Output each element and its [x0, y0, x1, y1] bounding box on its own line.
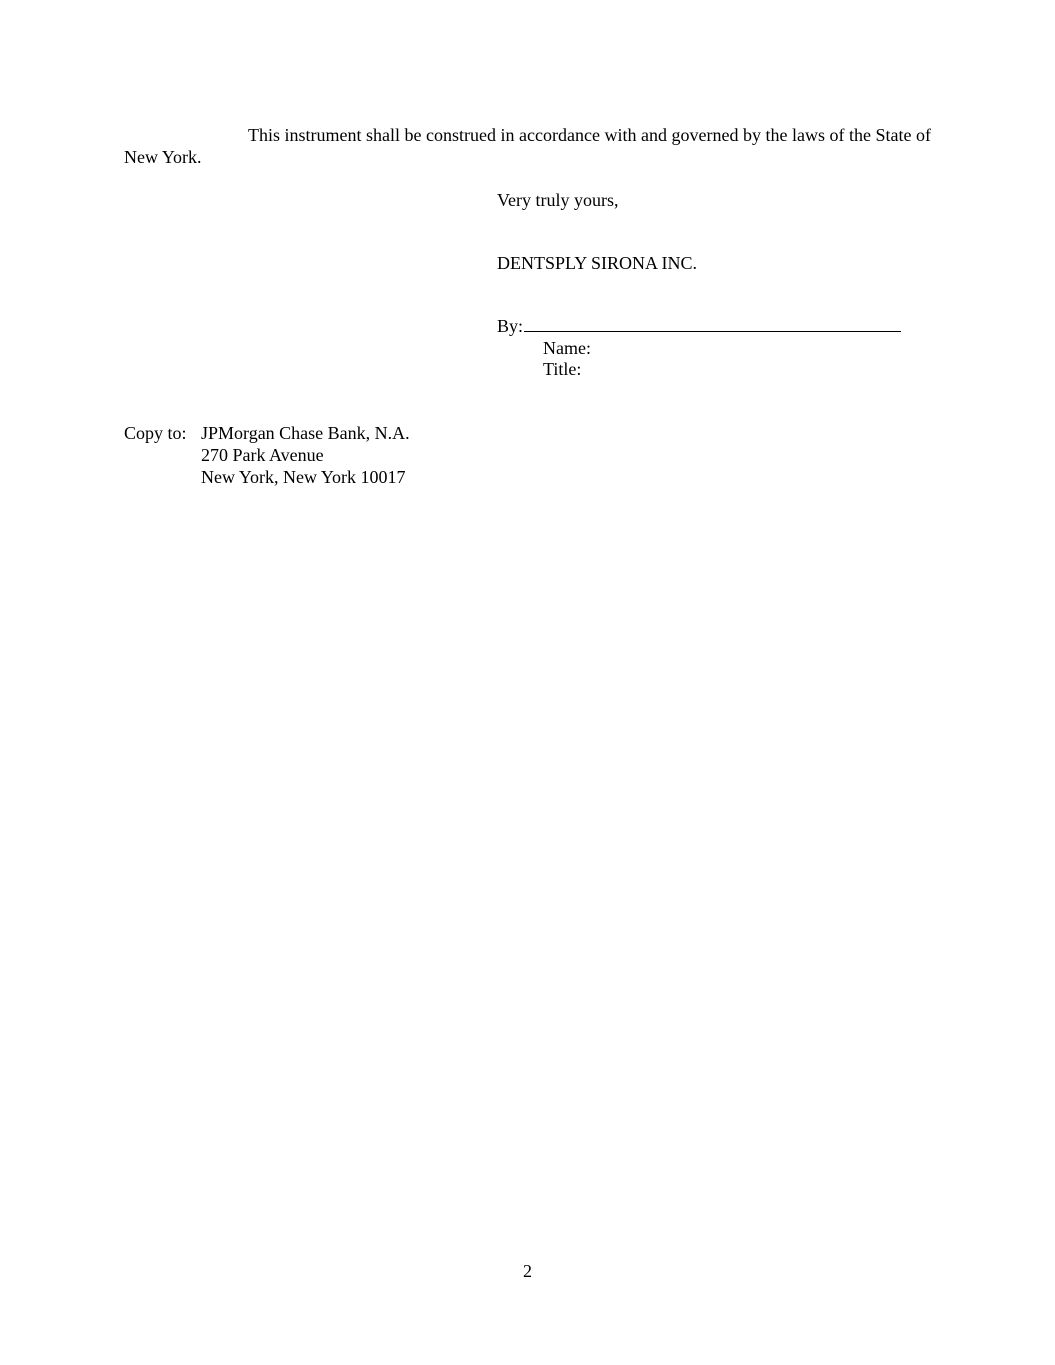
copy-to-street: 270 Park Avenue [201, 445, 324, 465]
name-label: Name: [543, 338, 591, 358]
governing-law-paragraph [124, 124, 931, 168]
copy-to-label: Copy to: [124, 423, 187, 443]
signature-by-line [497, 315, 901, 337]
copy-to-address [201, 422, 410, 488]
page-number: 2 [523, 1261, 532, 1281]
copy-to-city: New York, New York 10017 [201, 467, 406, 487]
by-label: By: [497, 316, 524, 336]
title-label: Title: [543, 359, 582, 379]
company-name: DENTSPLY SIRONA INC. [497, 253, 698, 273]
closing-text: Very truly yours, [497, 190, 619, 210]
copy-to-recipient: JPMorgan Chase Bank, N.A. [201, 423, 410, 443]
signature-line [524, 315, 901, 332]
governing-law-text: This instrument shall be construed in accordance with and governed by the laws of the State of New York. [124, 125, 931, 167]
